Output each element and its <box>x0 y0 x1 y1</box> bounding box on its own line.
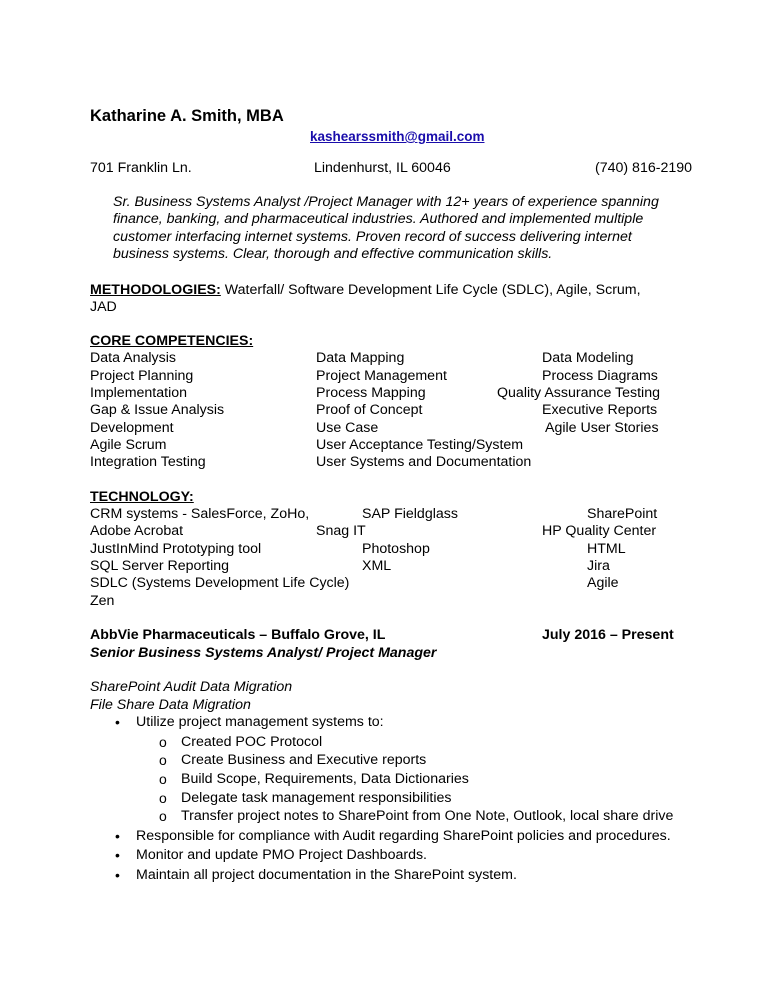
competency-item: Data Analysis <box>90 350 176 366</box>
technology-label: TECHNOLOGY: <box>90 489 194 505</box>
sub-bullet-text: Created POC Protocol <box>181 734 323 750</box>
project-name: File Share Data Migration <box>90 697 251 713</box>
technology-item: CRM systems - SalesForce, ZoHo, <box>90 506 310 522</box>
summary-line-2: finance, banking, and pharmaceutical industries. Authored and implemented multiple <box>113 211 644 227</box>
sub-bullet-icon: o <box>159 771 167 787</box>
technology-item: Jira <box>587 558 610 574</box>
technology-item: HTML <box>587 541 626 557</box>
sub-bullet-text: Delegate task management responsibilities <box>181 790 452 806</box>
technology-item: Adobe Acrobat <box>90 523 184 539</box>
resume-name: Katharine A. Smith, MBA <box>90 107 284 125</box>
bullet-icon: • <box>115 828 120 844</box>
company-location: AbbVie Pharmaceuticals – Buffalo Grove, IL <box>90 627 386 643</box>
technology-item: Agile <box>587 575 619 591</box>
technology-item: SharePoint <box>587 506 658 522</box>
bullet-text: Utilize project management systems to: <box>136 714 384 730</box>
sub-bullet-icon: o <box>159 734 167 750</box>
sub-bullet-text: Build Scope, Requirements, Data Dictionaries <box>181 771 469 787</box>
competency-item: Proof of Concept <box>316 402 423 418</box>
bullet-icon: • <box>115 867 120 883</box>
sub-bullet-text: Create Business and Executive reports <box>181 752 427 768</box>
sub-bullet-text: Transfer project notes to SharePoint from One Note, Outlook, local share drive <box>181 808 674 824</box>
summary-line-4: business systems. Clear, thorough and effective communication skills. <box>113 246 553 262</box>
competency-item: Development <box>90 420 174 436</box>
bullet-icon: • <box>115 847 120 863</box>
technology-item: XML <box>362 558 392 574</box>
competency-item: Gap & Issue Analysis <box>90 402 225 418</box>
methodologies-text: Waterfall/ Software Development Life Cycle (SDLC), Agile, Scrum, <box>220 282 641 298</box>
bullet-text: Maintain all project documentation in the SharePoint system. <box>136 867 517 883</box>
technology-item: Photoshop <box>362 541 430 557</box>
methodologies-text-2: JAD <box>90 299 117 315</box>
competency-item: Project Planning <box>90 368 194 384</box>
competency-item: Executive Reports <box>542 402 658 418</box>
competency-item: Process Diagrams <box>542 368 658 384</box>
competency-item: User Systems and Documentation <box>316 454 532 470</box>
bullet-icon: • <box>115 714 120 730</box>
competency-item: User Acceptance Testing/System <box>316 437 524 453</box>
sub-bullet-icon: o <box>159 808 167 824</box>
methodologies <box>90 282 641 299</box>
competency-item: Use Case <box>316 420 379 436</box>
phone: (740) 816-2190 <box>595 160 693 176</box>
bullet-text: Monitor and update PMO Project Dashboards. <box>136 847 427 863</box>
job-title: Senior Business Systems Analyst/ Project Manager <box>90 645 437 661</box>
competency-item: Agile Scrum <box>90 437 167 453</box>
competency-item: Process Mapping <box>316 385 426 401</box>
city-state-zip: Lindenhurst, IL 60046 <box>314 160 451 176</box>
summary-line-1: Sr. Business Systems Analyst /Project Manager with 12+ years of experience spanning <box>113 194 659 210</box>
competency-item: Agile User Stories <box>545 420 659 436</box>
technology-item: JustInMind Prototyping tool <box>90 541 262 557</box>
technology-item: SAP Fieldglass <box>362 506 458 522</box>
email-link[interactable]: kashearssmith@gmail.com <box>310 129 485 144</box>
competency-item: Data Mapping <box>316 350 405 366</box>
bullet-text: Responsible for compliance with Audit regarding SharePoint policies and procedures. <box>136 828 671 844</box>
competency-item: Implementation <box>90 385 187 401</box>
address: 701 Franklin Ln. <box>90 160 192 176</box>
technology-item: SQL Server Reporting <box>90 558 230 574</box>
sub-bullet-icon: o <box>159 790 167 806</box>
employment-dates: July 2016 – Present <box>542 627 674 643</box>
core-competencies-label: CORE COMPETENCIES: <box>90 333 254 349</box>
competency-item: Quality Assurance Testing <box>497 385 660 401</box>
competency-item: Integration Testing <box>90 454 206 470</box>
technology-item: HP Quality Center <box>542 523 657 539</box>
technology-item: Zen <box>90 593 115 609</box>
summary-line-3: customer interfacing internet systems. Proven record of success delivering internet <box>113 229 632 245</box>
competency-item: Data Modeling <box>542 350 634 366</box>
technology-item: Snag IT <box>316 523 366 539</box>
sub-bullet-icon: o <box>159 752 167 768</box>
project-name: SharePoint Audit Data Migration <box>90 679 293 695</box>
competency-item: Project Management <box>316 368 447 384</box>
methodologies-label: METHODOLOGIES: <box>90 282 221 298</box>
technology-item: SDLC (Systems Development Life Cycle) <box>90 575 350 591</box>
